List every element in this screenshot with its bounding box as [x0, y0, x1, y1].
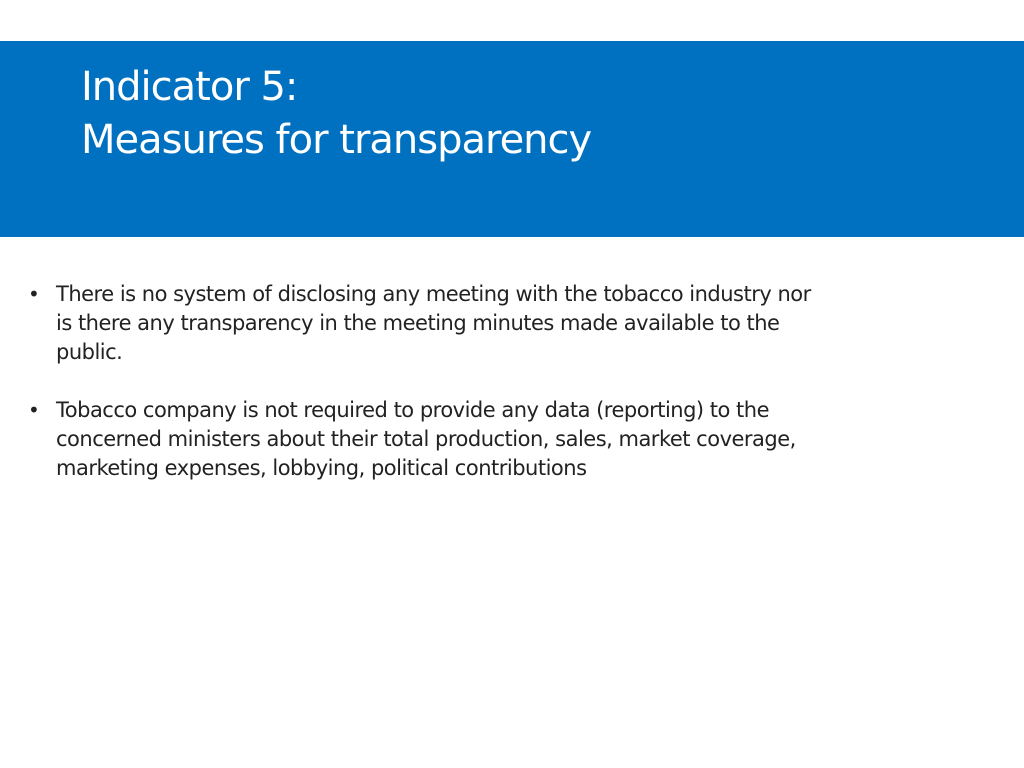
bullet-text-2: Tobacco company is not required to provide any data (reporting) to the concerned ministers about their total production, sales, market coverage, marketing expenses, lobbying, political contributions [56, 398, 796, 480]
bullet-text-1: There is no system of disclosing any meeting with the tobacco industry nor is there any transparency in the meeting minutes made available to the public. [56, 282, 811, 364]
title-line-2: Measures for transparency [81, 117, 592, 163]
title-line-1: Indicator 5: [81, 64, 298, 110]
slide-title [81, 61, 591, 167]
bullet-item-1 [28, 280, 818, 367]
bullet-marker-icon: • [28, 398, 40, 422]
bullet-item-2 [28, 396, 818, 483]
bullet-marker-icon: • [28, 282, 40, 306]
bullet-list [28, 280, 818, 512]
